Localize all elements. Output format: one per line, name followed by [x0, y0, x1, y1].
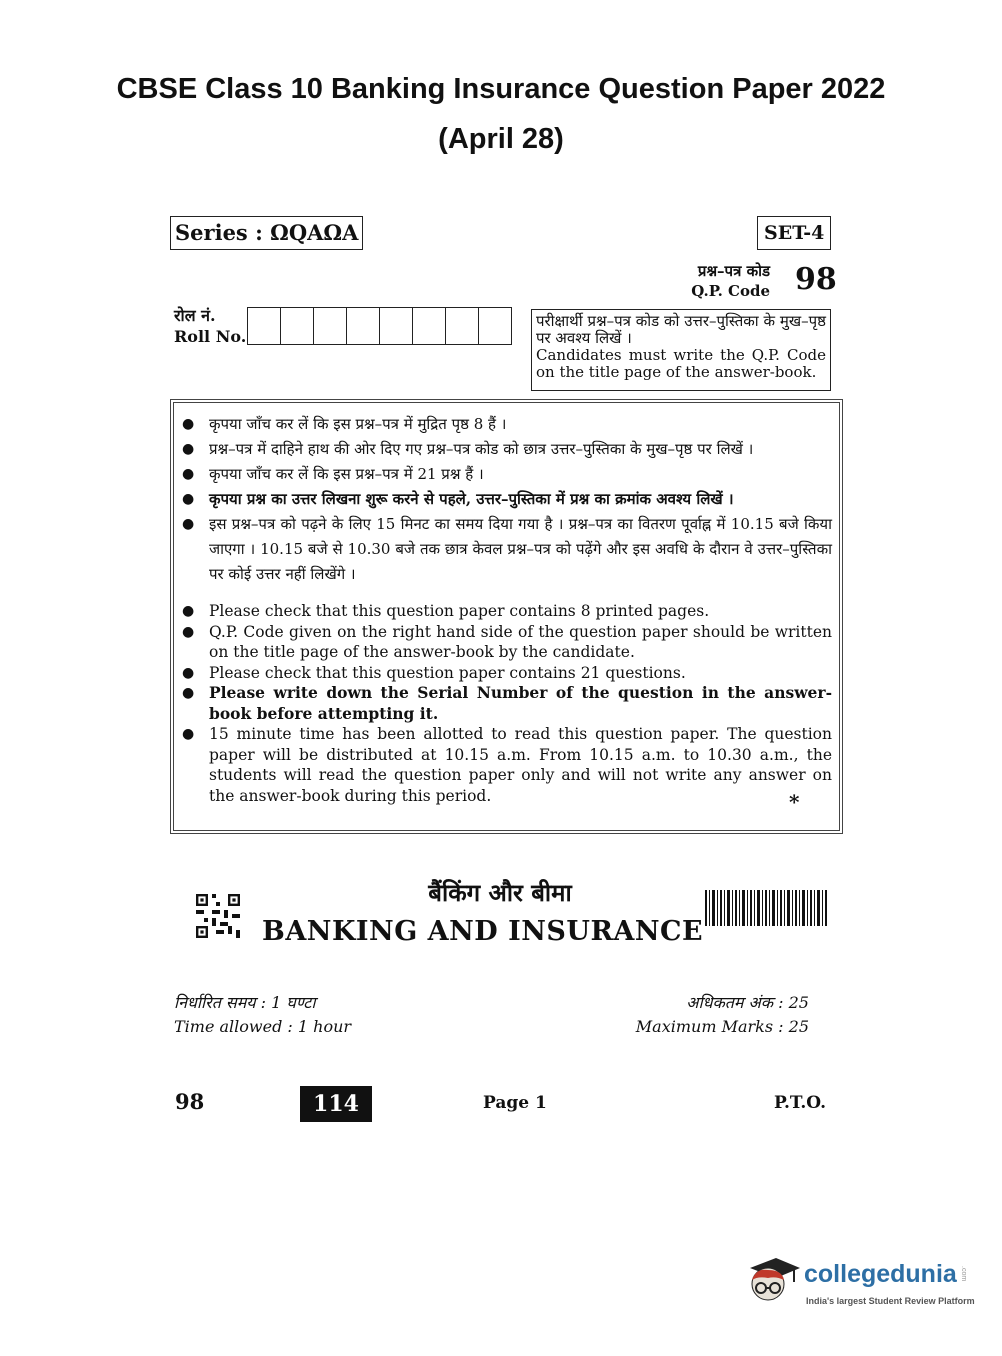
set-label: SET-4: [757, 216, 831, 250]
instruction-text: Q.P. Code given on the right hand side of the question paper should be written on the title page of the answer-book by the candidate.: [209, 622, 832, 661]
page-title-line1: CBSE Class 10 Banking Insurance Question Paper 2022: [116, 73, 886, 105]
brand-domain: .com: [960, 1266, 967, 1282]
bullet-icon: ●: [182, 664, 195, 681]
list-item: [176, 412, 832, 437]
roll-label-en: Roll No.: [174, 327, 247, 346]
instruction-text: कृपया प्रश्न का उत्तर लिखना शुरू करने से पहले, उत्तर–पुस्तिका में प्रश्न का क्रमांक अवश्य लिखें ।: [209, 490, 734, 508]
pto-label: P.T.O.: [774, 1093, 826, 1113]
list-item: [176, 724, 832, 806]
list-item: [176, 512, 832, 587]
bullet-icon: ●: [182, 603, 195, 619]
qp-code-label: [640, 261, 770, 301]
collegedunia-logo-icon: [742, 1250, 802, 1310]
subject-title-hindi: बैंकिंग और बीमा: [428, 878, 572, 907]
time-allowed-en: Time allowed : 1 hour: [174, 1017, 352, 1036]
subject-title-english: BANKING AND INSURANCE: [262, 916, 704, 947]
instruction-text: कृपया जाँच कर लें कि इस प्रश्न–पत्र में 21 प्रश्न हैं ।: [209, 465, 484, 483]
brand-name: collegedunia: [804, 1260, 957, 1288]
roll-digit-box[interactable]: [347, 308, 380, 344]
footer-code: 98: [175, 1089, 205, 1114]
series-label: Series : ΩQAΩA: [170, 216, 363, 250]
instruction-text: प्रश्न–पत्र में दाहिने हाथ की ओर दिए गए प्रश्न–पत्र कोड को छात्र उत्तर–पुस्तिका के मुख–पृष्ठ पर लिखें ।: [209, 440, 754, 458]
candidate-note-box: [531, 309, 831, 391]
list-item: [176, 622, 832, 663]
instruction-text: कृपया जाँच कर लें कि इस प्रश्न–पत्र में मुद्रित पृष्ठ 8 हैं ।: [209, 415, 507, 433]
footer-box-number: 114: [300, 1086, 372, 1122]
list-item: [176, 462, 832, 487]
instructions-english: [176, 601, 832, 806]
qp-code-label-en: Q.P. Code: [691, 282, 770, 300]
time-allowed: [174, 991, 351, 1039]
bullet-icon: ●: [182, 491, 195, 507]
maximum-marks-en: Maximum Marks : 25: [635, 1017, 809, 1036]
list-item: [176, 683, 832, 724]
page-number: Page 1: [483, 1093, 547, 1113]
bullet-icon: ●: [182, 516, 195, 532]
time-allowed-hi: निर्धारित समय : 1 घण्टा: [174, 993, 316, 1012]
bullet-icon: ●: [182, 685, 195, 701]
list-item: [176, 601, 832, 622]
list-item: [176, 487, 832, 512]
qp-code-number: 98: [795, 262, 837, 297]
roll-digit-box[interactable]: [446, 308, 479, 344]
roll-label: [174, 305, 246, 347]
instruction-text: Please check that this question paper contains 8 printed pages.: [209, 602, 710, 620]
page-title-line2: (April 28): [438, 123, 564, 155]
brand-tagline: India's largest Student Review Platform: [806, 1296, 975, 1306]
list-item: [176, 437, 832, 462]
instruction-text: इस प्रश्न–पत्र को पढ़ने के लिए 15 मिनट का समय दिया गया है । प्रश्न–पत्र का वितरण पूर्वाह्न में 10.15 बजे किया जाएगा । 10.15 बजे से 10.30 बजे तक छात्र केवल प्रश्न–पत्र को पढ़ेंगे और इस अवधि के दौरान वे उत्तर–पुस्तिका पर कोई उत्तर नहीं लिखेंगे ।: [209, 515, 832, 583]
roll-digit-box[interactable]: [314, 308, 347, 344]
instruction-text: Please check that this question paper contains 21 questions.: [209, 663, 686, 682]
candidate-note-hi: परीक्षार्थी प्रश्न–पत्र कोड को उत्तर–पुस्तिका के मुख–पृष्ठ पर अवश्य लिखें ।: [536, 312, 826, 347]
instructions-hindi: [176, 412, 832, 587]
roll-digit-box[interactable]: [248, 308, 281, 344]
roll-digit-box[interactable]: [380, 308, 413, 344]
qr-code-icon: [196, 894, 240, 938]
roll-number-boxes[interactable]: [247, 307, 512, 345]
instruction-text: 15 minute time has been allotted to read this question paper. The question paper will be distributed at 10.15 a.m. From 10.15 a.m. to 10.30 a.m., the students will read the question paper only and will not write any answer on the answer-book during this period.: [209, 725, 832, 805]
star-mark: *: [789, 790, 800, 814]
instruction-text: Please write down the Serial Number of the question in the answer-book before attempting it.: [209, 683, 832, 723]
roll-digit-box[interactable]: [281, 308, 314, 344]
bullet-icon: ●: [182, 726, 195, 742]
maximum-marks-hi: अधिकतम अंक : 25: [686, 993, 809, 1012]
bullet-icon: ●: [182, 623, 195, 640]
candidate-note-en: Candidates must write the Q.P. Code on the title page of the answer-book.: [536, 346, 826, 381]
roll-digit-box[interactable]: [413, 308, 446, 344]
bullet-icon: ●: [182, 441, 195, 457]
bullet-icon: ●: [182, 416, 195, 432]
roll-label-hi: रोल नं.: [174, 306, 216, 325]
list-item: [176, 663, 832, 684]
maximum-marks: [600, 991, 809, 1039]
roll-digit-box[interactable]: [479, 308, 511, 344]
barcode-icon: [705, 890, 827, 926]
bullet-icon: ●: [182, 466, 195, 482]
qp-code-label-hi: प्रश्न–पत्र कोड: [697, 262, 770, 280]
